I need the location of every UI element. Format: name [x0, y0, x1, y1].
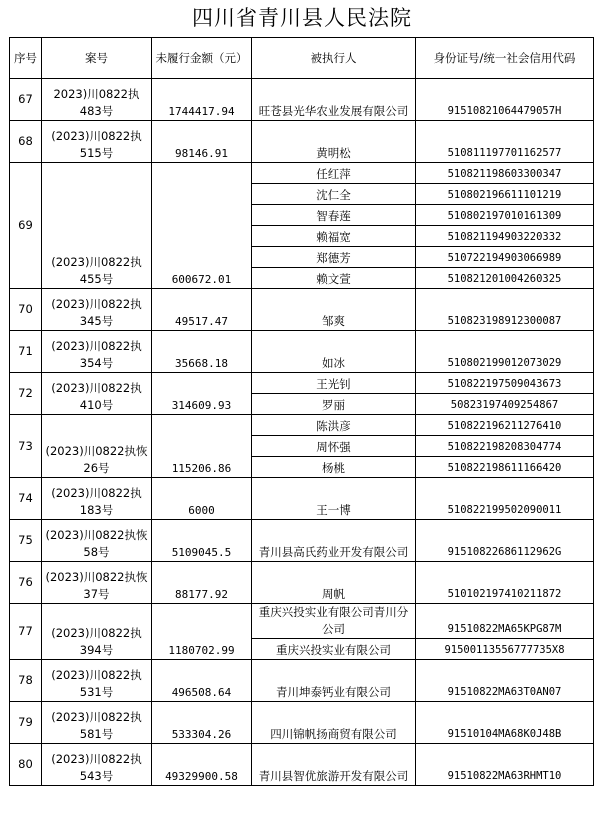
record-party-id: 510821198603300347 [416, 163, 594, 184]
header-amount: 未履行金额（元） [152, 38, 252, 79]
record-amount: 115206.86 [152, 415, 252, 478]
record-case-number: (2023)川0822执345号 [42, 289, 152, 331]
record-party-id: 510802196611101219 [416, 184, 594, 205]
record-seq: 74 [10, 478, 42, 520]
record-seq: 72 [10, 373, 42, 415]
record-party-name: 重庆兴投实业有限公司 [252, 639, 416, 660]
table-row [10, 478, 594, 520]
record-amount: 496508.64 [152, 660, 252, 702]
record-case-number: (2023)川0822执恢26号 [42, 415, 152, 478]
record-amount: 600672.01 [152, 163, 252, 289]
record-party-id: 91510822MA65KPG87M [416, 604, 594, 639]
record-party-id: 91510822MA63RHMT10 [416, 744, 594, 786]
table-row [10, 415, 594, 436]
record-seq: 67 [10, 79, 42, 121]
record-party-name: 青川坤泰钙业有限公司 [252, 660, 416, 702]
record-seq: 76 [10, 562, 42, 604]
record-seq: 71 [10, 331, 42, 373]
table-row [10, 702, 594, 744]
record-party-name: 四川锦帆扬商贸有限公司 [252, 702, 416, 744]
record-case-number: (2023)川0822执354号 [42, 331, 152, 373]
record-party-id: 510822197509043673 [416, 373, 594, 394]
record-seq: 75 [10, 520, 42, 562]
record-case-number: (2023)川0822执183号 [42, 478, 152, 520]
record-amount: 5109045.5 [152, 520, 252, 562]
record-party-id: 510822196211276410 [416, 415, 594, 436]
record-party-name: 郑德芳 [252, 247, 416, 268]
record-party-name: 智春莲 [252, 205, 416, 226]
record-case-number: (2023)川0822执581号 [42, 702, 152, 744]
record-party-id: 510821201004260325 [416, 268, 594, 289]
table-row [10, 744, 594, 786]
table-row [10, 373, 594, 394]
record-case-number: (2023)川0822执515号 [42, 121, 152, 163]
record-party-id: 510822199502090011 [416, 478, 594, 520]
record-party-id: 91510104MA68K0J48B [416, 702, 594, 744]
record-party-name: 重庆兴投实业有限公司青川分公司 [252, 604, 416, 639]
table-row [10, 79, 594, 121]
record-seq: 68 [10, 121, 42, 163]
record-party-name: 陈洪彦 [252, 415, 416, 436]
record-case-number: (2023)川0822执410号 [42, 373, 152, 415]
record-party-id: 91510822MA63T0AN07 [416, 660, 594, 702]
header-party: 被执行人 [252, 38, 416, 79]
table-row [10, 121, 594, 163]
table-row [10, 604, 594, 639]
record-party-id: 510821194903220332 [416, 226, 594, 247]
table-row [10, 562, 594, 604]
table-row [10, 163, 594, 184]
record-amount: 98146.91 [152, 121, 252, 163]
record-seq: 77 [10, 604, 42, 660]
record-seq: 78 [10, 660, 42, 702]
record-party-id: 510802199012073029 [416, 331, 594, 373]
record-party-id: 510722194903066989 [416, 247, 594, 268]
record-amount: 49517.47 [152, 289, 252, 331]
record-amount: 35668.18 [152, 331, 252, 373]
record-party-name: 王光钊 [252, 373, 416, 394]
record-case-number: (2023)川0822执394号 [42, 604, 152, 660]
record-party-name: 任红萍 [252, 163, 416, 184]
record-party-id: 510811197701162577 [416, 121, 594, 163]
record-amount: 88177.92 [152, 562, 252, 604]
record-party-name: 赖文萱 [252, 268, 416, 289]
record-party-name: 青川县智优旅游开发有限公司 [252, 744, 416, 786]
record-party-id: 510822198611166420 [416, 457, 594, 478]
record-party-name: 周怀强 [252, 436, 416, 457]
record-party-name: 沈仁全 [252, 184, 416, 205]
table-row [10, 660, 594, 702]
record-seq: 70 [10, 289, 42, 331]
record-party-name: 杨桃 [252, 457, 416, 478]
table-row [10, 520, 594, 562]
record-party-name: 赖福宽 [252, 226, 416, 247]
record-amount: 6000 [152, 478, 252, 520]
record-amount: 314609.93 [152, 373, 252, 415]
record-party-id: 91500113556777735X8 [416, 639, 594, 660]
record-party-name: 邹爽 [252, 289, 416, 331]
record-amount: 533304.26 [152, 702, 252, 744]
record-party-name: 王一博 [252, 478, 416, 520]
record-case-number: (2023)川0822执455号 [42, 163, 152, 289]
record-case-number: (2023)川0822执恢37号 [42, 562, 152, 604]
header-id: 身份证号/统一社会信用代码 [416, 38, 594, 79]
record-party-name: 如冰 [252, 331, 416, 373]
record-party-id: 91510822686112962G [416, 520, 594, 562]
record-seq: 69 [10, 163, 42, 289]
record-party-id: 510102197410211872 [416, 562, 594, 604]
record-seq: 73 [10, 415, 42, 478]
record-case-number: 2023)川0822执483号 [42, 79, 152, 121]
record-party-name: 旺苍县光华农业发展有限公司 [252, 79, 416, 121]
record-case-number: (2023)川0822执531号 [42, 660, 152, 702]
header-row [10, 38, 594, 79]
record-amount: 49329900.58 [152, 744, 252, 786]
record-party-id: 91510821064479057H [416, 79, 594, 121]
record-party-id: 510822198208304774 [416, 436, 594, 457]
record-party-id: 510802197010161309 [416, 205, 594, 226]
record-amount: 1180702.99 [152, 604, 252, 660]
record-seq: 79 [10, 702, 42, 744]
record-amount: 1744417.94 [152, 79, 252, 121]
record-case-number: (2023)川0822执恢58号 [42, 520, 152, 562]
table-row [10, 289, 594, 331]
table-body [10, 79, 594, 786]
record-party-id: 50823197409254867 [416, 394, 594, 415]
header-seq: 序号 [10, 38, 42, 79]
header-case: 案号 [42, 38, 152, 79]
record-party-name: 青川县高氏药业开发有限公司 [252, 520, 416, 562]
record-party-name: 周帆 [252, 562, 416, 604]
record-case-number: (2023)川0822执543号 [42, 744, 152, 786]
record-party-name: 黄明松 [252, 121, 416, 163]
record-party-name: 罗丽 [252, 394, 416, 415]
document-title: 四川省青川县人民法院 [192, 6, 412, 30]
record-party-id: 510823198912300087 [416, 289, 594, 331]
table-row [10, 331, 594, 373]
record-seq: 80 [10, 744, 42, 786]
enforcement-table [9, 37, 594, 786]
